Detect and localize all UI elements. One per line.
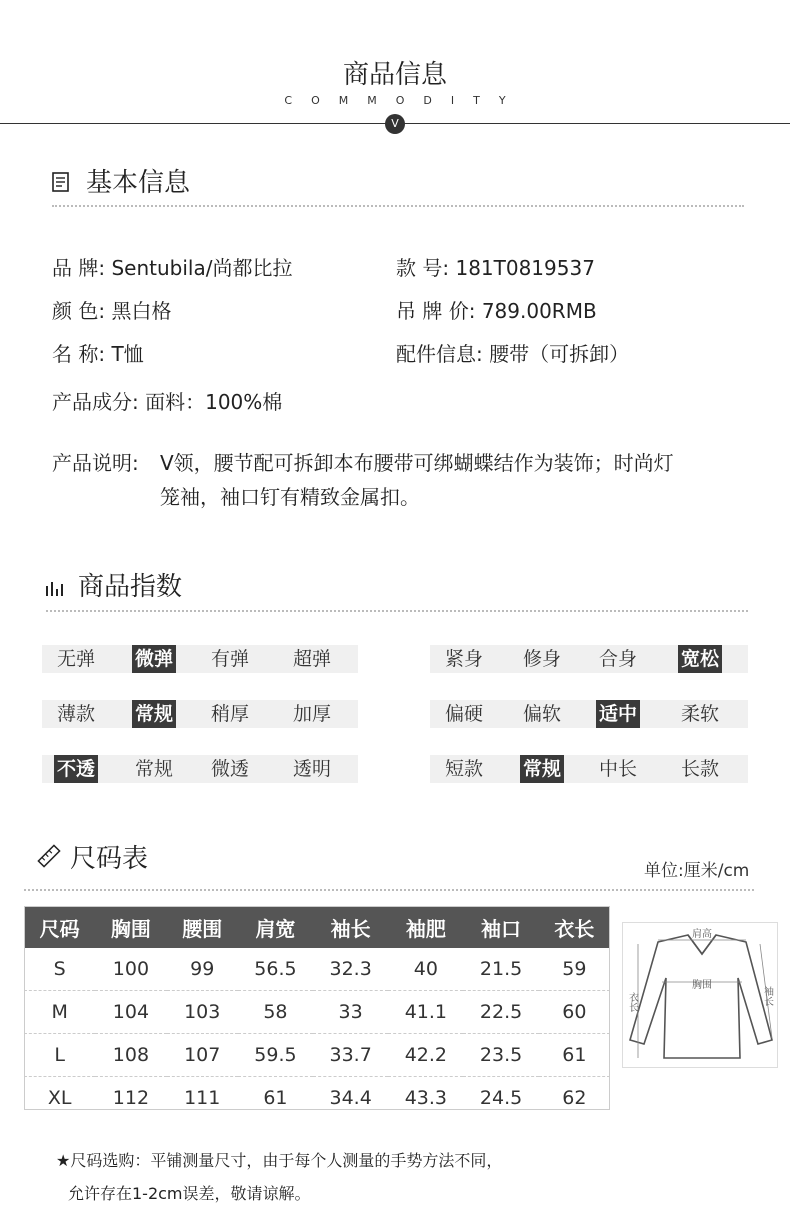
table-cell: 100 [112, 958, 150, 980]
size-unit: 单位:厘米/cm [644, 861, 750, 881]
table-cell: 43.3 [388, 1077, 463, 1120]
diagram-chest-label: 胸围 [692, 980, 712, 991]
size-table-column-header: 肩宽 [238, 906, 313, 948]
table-cell: 24.5 [463, 1077, 538, 1120]
index-option: 有弹 [210, 648, 249, 670]
table-cell: 33.7 [313, 1034, 388, 1077]
section-divider [46, 610, 748, 612]
section-title-basic: 基本信息 [86, 168, 191, 198]
size-table-header [24, 906, 610, 948]
composition-label: 产品成分: [52, 390, 139, 414]
table-row [24, 948, 610, 991]
style-label: 款 号: [396, 256, 450, 280]
index-option-selected: 不透 [54, 755, 98, 783]
index-group [42, 645, 358, 673]
table-cell: 41.1 [388, 991, 463, 1034]
index-option-selected: 适中 [596, 700, 640, 728]
table-cell: 61 [539, 1034, 610, 1077]
price-value: 789.00RMB [481, 299, 597, 323]
description-line-1: V领，腰节配可拆卸本布腰带可绑蝴蝶结作为装饰；时尚灯 [160, 451, 674, 475]
table-cell: 62 [539, 1077, 610, 1120]
index-option-selected: 微弹 [132, 645, 176, 673]
table-cell: 23.5 [463, 1034, 538, 1077]
table-cell: 60 [539, 991, 610, 1034]
composition-row [52, 386, 282, 415]
index-option: 长款 [680, 758, 719, 780]
table-cell: 104 [95, 991, 166, 1034]
index-option: 柔软 [680, 703, 719, 725]
table-cell: 108 [95, 1034, 166, 1077]
name-row [52, 338, 144, 367]
diagram-sleeve-label: 袖长 [761, 986, 773, 1006]
table-cell: 61 [238, 1077, 313, 1120]
bar-chart-icon [46, 580, 64, 596]
table-row [24, 1034, 610, 1077]
brand-label: 品 牌: [52, 256, 106, 280]
index-group [430, 755, 748, 783]
accessory-row [396, 338, 629, 367]
table-cell: 58 [238, 991, 313, 1034]
index-option: 超弹 [292, 648, 331, 670]
index-option: 稍厚 [210, 703, 249, 725]
index-option: 透明 [292, 758, 331, 780]
table-row [24, 1077, 610, 1120]
page-subtitle: COMMODITY [284, 94, 525, 107]
table-cell: 111 [167, 1077, 238, 1120]
accessory-value: 腰带（可拆卸） [489, 342, 630, 366]
description-line-2: 笼袖，袖口钉有精致金属扣。 [160, 485, 420, 509]
name-label: 名 称: [52, 342, 106, 366]
index-option: 薄款 [56, 703, 95, 725]
brand-row [52, 252, 292, 281]
size-note-line-1: ★尺码选购：平铺测量尺寸，由于每个人测量的手势方法不同， [56, 1151, 503, 1170]
index-group [42, 755, 358, 783]
table-cell: 34.4 [313, 1077, 388, 1120]
index-option-selected: 常规 [520, 755, 564, 783]
index-option-selected: 常规 [132, 700, 176, 728]
size-table-column-header: 腰围 [167, 906, 238, 948]
index-group [42, 700, 358, 728]
size-table-column-header: 胸围 [95, 906, 166, 948]
price-row [396, 295, 597, 324]
table-cell: 33 [313, 991, 388, 1034]
index-option: 加厚 [292, 703, 331, 725]
name-value: T恤 [111, 342, 144, 366]
index-option: 偏软 [522, 703, 561, 725]
size-table [24, 906, 610, 1119]
table-cell: M [24, 991, 95, 1034]
table-cell: 42.2 [388, 1034, 463, 1077]
index-option: 紧身 [444, 648, 483, 670]
table-cell: 56.5 [254, 958, 297, 980]
table-cell: 103 [167, 991, 238, 1034]
table-cell: 59.5 [238, 1034, 313, 1077]
table-cell: 59 [562, 958, 587, 980]
table-cell: 107 [167, 1034, 238, 1077]
color-row [52, 295, 171, 324]
description-label: 产品说明: [52, 451, 139, 475]
size-note-line-2: 允许存在1-2cm误差，敬请谅解。 [68, 1184, 311, 1203]
table-cell: XL [24, 1077, 95, 1120]
garment-diagram [622, 922, 778, 1068]
size-table-column-header: 尺码 [24, 906, 95, 948]
style-value: 181T0819537 [455, 256, 595, 280]
table-cell: 22.5 [463, 991, 538, 1034]
ruler-icon [37, 844, 61, 868]
table-cell: 32.3 [329, 958, 372, 980]
chevron-down-icon: V [385, 114, 405, 134]
price-label: 吊 牌 价: [396, 299, 476, 323]
size-table-body [24, 948, 610, 1119]
document-icon [52, 172, 70, 192]
accessory-label: 配件信息: [396, 342, 483, 366]
index-option: 无弹 [56, 648, 95, 670]
table-cell: 112 [95, 1077, 166, 1120]
section-divider [52, 205, 744, 207]
table-row [24, 991, 610, 1034]
index-option-selected: 宽松 [678, 645, 722, 673]
table-cell: L [24, 1034, 95, 1077]
index-group [430, 700, 748, 728]
table-cell: 40 [413, 958, 438, 980]
style-row [396, 252, 595, 281]
index-option: 合身 [598, 648, 637, 670]
size-table-column-header: 衣长 [539, 906, 610, 948]
index-option: 微透 [210, 758, 249, 780]
section-title-size: 尺码表 [70, 844, 149, 874]
table-cell: 99 [190, 958, 215, 980]
color-label: 颜 色: [52, 299, 106, 323]
section-divider [24, 889, 754, 891]
index-option: 偏硬 [444, 703, 483, 725]
index-group [430, 645, 748, 673]
color-value: 黑白格 [111, 299, 172, 323]
diagram-length-label: 衣长 [626, 992, 638, 1012]
index-option: 修身 [522, 648, 561, 670]
brand-value: Sentubila/尚都比拉 [111, 256, 293, 280]
index-option: 短款 [444, 758, 483, 780]
table-cell: S [53, 958, 66, 980]
section-title-index: 商品指数 [78, 572, 183, 602]
page-title: 商品信息 [342, 60, 447, 90]
index-option: 常规 [134, 758, 173, 780]
diagram-shoulder-label: 肩高 [692, 929, 712, 940]
composition-value: 面料：100%棉 [145, 390, 283, 414]
size-table-column-header: 袖口 [463, 906, 538, 948]
table-cell: 21.5 [479, 958, 523, 980]
index-option: 中长 [598, 758, 637, 780]
size-table-column-header: 袖肥 [388, 906, 463, 948]
size-table-column-header: 袖长 [313, 906, 388, 948]
